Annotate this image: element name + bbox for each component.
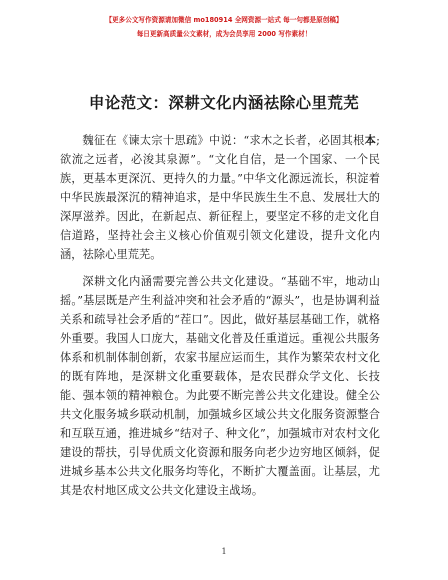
- paragraph-2: 深耕文化内涵需要完善公共文化建设。“基础不牢，地动山摇。”基层既是产生利益冲突和社会矛盾的“源头”，也是协调利益关系和疏导社会矛盾的“茬口”。因此，做好基层基础工作，就格外重要。我国人口庞大，基础文化普及任重道远。重视公共服务体系和机制体制创新，农家书屋应运而生，其作为繁荣农村文化的既有阵地，是深耕文化重要载体，是农民群众学文化、长技能、强本领的精神粮仓。为此要不断完善公共文化建设。健全公共文化服务城乡联动机制，加强城乡区域公共文化服务资源整合和互联互通，推进城乡“结对子、种文化”，加强城市对农村文化建设的帮扶，引导优质文化资源和服务向老少边穷地区倾斜，促进城乡基本公共文化服务均等化，不断扩大覆盖面。让基层，尤其是农村地区成文公共文化建设主战场。: [60, 275, 380, 497]
- document-title: 申论范文：深耕文化内涵祛除心里荒芜: [88, 94, 360, 112]
- paragraph-1-text-b: ;欲流之远者，必浚其泉源”。“文化自信，是一个国家、一个民族，更基本更深沉、更持久的力量。”中华文化源远流长，积淀着中华民族最深沉的精神追求，是中华民族生生不息、发展壮大的深厚滋养。因此，在新起点、新征程上，要坚定不移的走文化自信道路，坚持社会主义核心价值观引领文化建设，提升文化内涵，祛除心里荒芜。: [60, 134, 380, 261]
- promo-banner-line-2: 每日更新高质量公文素材，成为会员享用 2000 写作素材！: [136, 30, 312, 38]
- page-number: 1: [221, 547, 227, 556]
- paragraph-1: [60, 131, 380, 264]
- paragraph-1-text-a: 魏征在《谏太宗十思疏》中说：“求木之长者，必固其根: [82, 134, 365, 147]
- promo-banner-line-1: 【更多公文写作资源请加微信 mo180914 全网资源一站式 每一句都是原创稿】: [105, 16, 343, 24]
- paragraph-1-bold-char: 本: [364, 133, 377, 147]
- document-body: [60, 131, 380, 508]
